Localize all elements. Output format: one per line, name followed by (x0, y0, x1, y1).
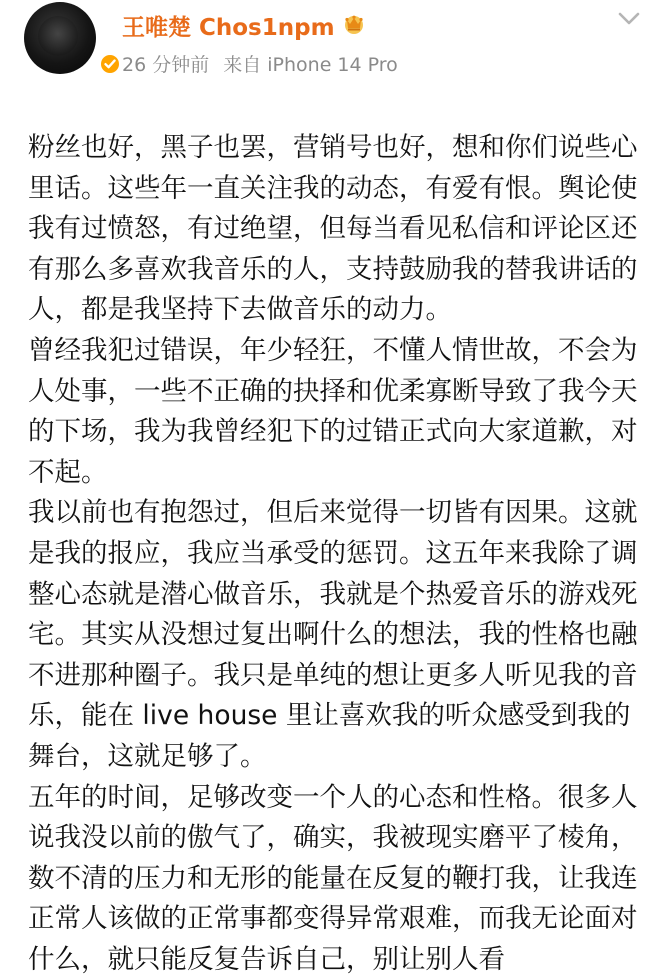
post-time: 26 分钟前 (122, 54, 209, 76)
post-source: 来自 iPhone 14 Pro (223, 54, 398, 76)
post-paragraph: 曾经我犯过错误，年少轻狂，不懂人情世故，不会为人处事，一些不正确的抉择和优柔寡断导致了我今天的下场，我为我曾经犯下的过错正式向大家道歉，对不起。 (28, 331, 646, 493)
avatar-image (38, 16, 78, 56)
post-paragraph: 我以前也有抱怨过，但后来觉得一切皆有因果。这就是我的报应，我应当承受的惩罚。这五年来我除了调整心态就是潜心做音乐，我就是个热爱音乐的游戏死宅。其实从没想过复出啊什么的想法，我的性格也融不进那种圈子。我只是单纯的想让更多人听见我的音乐，能在 live house 里让喜欢我的听众感受到我的舞台，这就足够了。 (28, 493, 646, 777)
post-paragraph: 五年的时间，足够改变一个人的心态和性格。很多人说我没以前的傲气了，确实，我被现实磨平了棱角，数不清的压力和无形的能量在反复的鞭打我，让我连正常人该做的正常事都变得异常艰难，而我无论面对什么，就只能反复告诉自己，别让别人看 (28, 778, 646, 980)
verified-badge-icon (98, 52, 122, 76)
post-meta (122, 50, 398, 77)
crown-icon (335, 12, 367, 38)
author-name[interactable]: 王唯楚 Chos1npm (122, 9, 335, 42)
avatar[interactable] (24, 2, 96, 74)
post-paragraph: 粉丝也好，黑子也罢，营销号也好，想和你们说些心里话。这些年一直关注我的动态，有爱有恨。舆论使我有过愤怒，有过绝望，但每当看见私信和评论区还有那么多喜欢我音乐的人，支持鼓励我的替我讲话的人，都是我坚持下去做音乐的动力。 (28, 128, 646, 331)
post-body (28, 128, 646, 980)
post-header (0, 0, 670, 100)
author-row (122, 8, 367, 42)
